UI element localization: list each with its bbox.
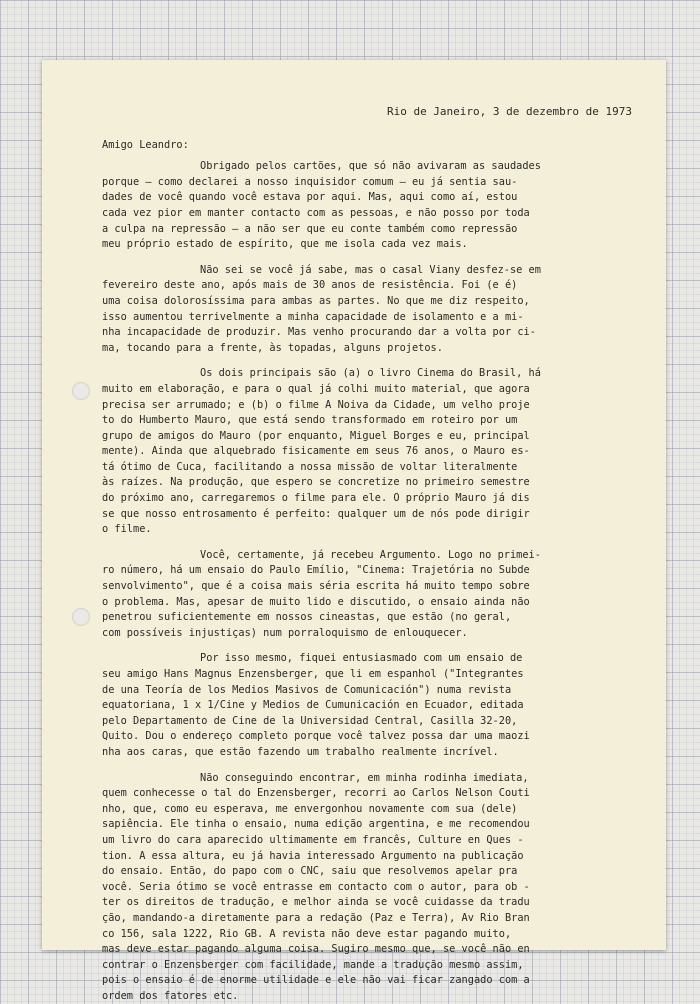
letter-line: dades de você quando você estava por aqui. Mas, aqui como aí, estou — [102, 191, 518, 204]
letter-line: ter os direitos de tradução, e melhor ainda se você cuidasse da tradu — [102, 896, 530, 909]
letter-line: Não sei se você já sabe, mas o casal Viany desfez-se em — [200, 263, 541, 276]
letter-line: sapiência. Ele tinha o ensaio, numa edição argentina, e me recomendou — [102, 818, 530, 831]
letter-line: às raízes. Na produção, que espero se concretize no primeiro semestre — [102, 476, 530, 489]
letter-paragraph — [102, 159, 642, 253]
letter-paragraph — [102, 548, 642, 642]
letter-line: uma coisa dolorosíssima para ambas as partes. No que me diz respeito, — [102, 294, 530, 307]
letter-line: grupo de amigos do Mauro (por enquanto, Miguel Borges e eu, principal — [102, 429, 530, 442]
letter-line: ma, tocando para a frente, às topadas, alguns projetos. — [102, 341, 443, 354]
letter-line: mas deve estar pagando alguma coisa. Sugiro mesmo que, se você não en — [102, 943, 530, 956]
letter-line: o filme. — [102, 523, 152, 536]
letter-line: a culpa na repressão — a não ser que eu conte também como repressão — [102, 222, 518, 235]
letter-line: fevereiro deste ano, após mais de 30 anos de resistência. Foi (e é) — [102, 279, 518, 292]
letter-line: isso aumentou terrivelmente a minha capacidade de isolamento e a mi- — [102, 310, 524, 323]
letter-line: você. Seria ótimo se você entrasse em contacto com o autor, para ob - — [102, 880, 530, 893]
letter-line: Quito. Dou o endereço completo porque você talvez possa dar uma maozi — [102, 730, 530, 743]
letter-line: do próximo ano, carregaremos o filme para ele. O próprio Mauro já dis — [102, 492, 530, 505]
letter-line: to do Humberto Mauro, que está sendo transformado em roteiro por um — [102, 414, 518, 427]
letter-line: senvolvimento", que é a coisa mais séria escrita há muito tempo sobre — [102, 580, 530, 593]
letter-line: mente). Ainda que alquebrado fisicamente em seus 76 anos, o Mauro es- — [102, 445, 530, 458]
letter-line: ção, mandando-a diretamente para a redação (Paz e Terra), Av Rio Bran — [102, 911, 530, 924]
punch-hole — [72, 382, 90, 400]
letter-line: com possíveis injustiças) num porraloquismo de enlouquecer. — [102, 626, 468, 639]
letter-line: tá ótimo de Cuca, facilitando a nossa missão de voltar literalmente — [102, 460, 518, 473]
letter-salutation: Amigo Leandro: — [102, 138, 189, 151]
letter-line: porque — como declarei a nosso inquisidor comum — eu já sentia sau- — [102, 175, 518, 188]
letter-line: de una Teoría de los Medios Masivos de Comunicación") numa revista — [102, 683, 512, 696]
letter-line: ro número, há um ensaio do Paulo Emílio, "Cinema: Trajetória no Subde — [102, 564, 530, 577]
letter-line: Os dois principais são (a) o livro Cinema do Brasil, há — [200, 367, 541, 380]
letter-line: pois o ensaio é de enorme utilidade e ele não vai ficar zangado com a — [102, 974, 530, 987]
letter-paragraph — [102, 263, 642, 357]
letter-body — [102, 159, 642, 1004]
letter-page — [42, 60, 666, 1002]
letter-line: ordem dos fatores etc. — [102, 989, 239, 1002]
letter-paragraph — [102, 651, 642, 760]
letter-line: se que nosso entrosamento é perfeito: qualquer um de nós pode dirigir — [102, 507, 530, 520]
letter-paragraph — [102, 771, 642, 1004]
letter-line: muito em elaboração, e para o qual já colhi muito material, que agora — [102, 382, 530, 395]
letter-line: nha incapacidade de produzir. Mas venho procurando dar a volta por ci- — [102, 326, 536, 339]
letter-line: seu amigo Hans Magnus Enzensberger, que li em espanhol ("Integrantes — [102, 668, 524, 680]
letter-line: meu próprio estado de espírito, que me isola cada vez mais. — [102, 238, 468, 251]
letter-line: Obrigado pelos cartões, que só não avivaram as saudades — [200, 160, 541, 173]
letter-line: co 156, sala 1222, Rio GB. A revista não deve estar pagando muito, — [102, 927, 512, 940]
letter-line: Você, certamente, já recebeu Argumento. Logo no primei- — [200, 548, 541, 561]
letter-line: um livro do cara aparecido ultimamente em francês, Culture en Ques - — [102, 833, 524, 846]
letter-line: nho, que, como eu esperava, me envergonhou novamente com sua (dele) — [102, 802, 518, 815]
punch-hole — [72, 608, 90, 626]
letter-line: nha aos caras, que estão fazendo um trabalho realmente incrível. — [102, 745, 499, 758]
letter-line: o problema. Mas, apesar de muito lido e discutido, o ensaio ainda não — [102, 595, 530, 608]
letter-line: contrar o Enzensberger com facilidade, mande a tradução mesmo assim, — [102, 958, 524, 971]
letter-line: do ensaio. Então, do papo com o CNC, saiu que resolvemos apelar pra — [102, 865, 518, 878]
letter-line: penetrou suficientemente em nossos cineastas, que estão (no geral, — [102, 611, 512, 624]
letter-line: equatoriana, 1 x 1/Cine y Medios de Cumunicación en Ecuador, editada — [102, 699, 524, 712]
letter-line: precisa ser arrumado; e (b) o filme A Noiva da Cidade, um velho proje — [102, 398, 530, 411]
letter-line: Não conseguindo encontrar, em minha rodinha imediata, — [200, 771, 529, 784]
letter-line: quem conhecesse o tal do Enzensberger, recorri ao Carlos Nelson Couti — [102, 787, 530, 800]
letter-line: Por isso mesmo, fiquei entusiasmado com um ensaio de — [200, 652, 523, 665]
letter-line: pelo Departamento de Cine de la Universidad Central, Casilla 32-20, — [102, 714, 518, 727]
letter-line: tion. A essa altura, eu já havia interessado Argumento na publicação — [102, 849, 524, 862]
letter-line: cada vez pior em manter contacto com as pessoas, e não posso por toda — [102, 206, 530, 219]
letter-paragraph — [102, 366, 642, 538]
letter-date: Rio de Janeiro, 3 de dezembro de 1973 — [386, 105, 632, 118]
